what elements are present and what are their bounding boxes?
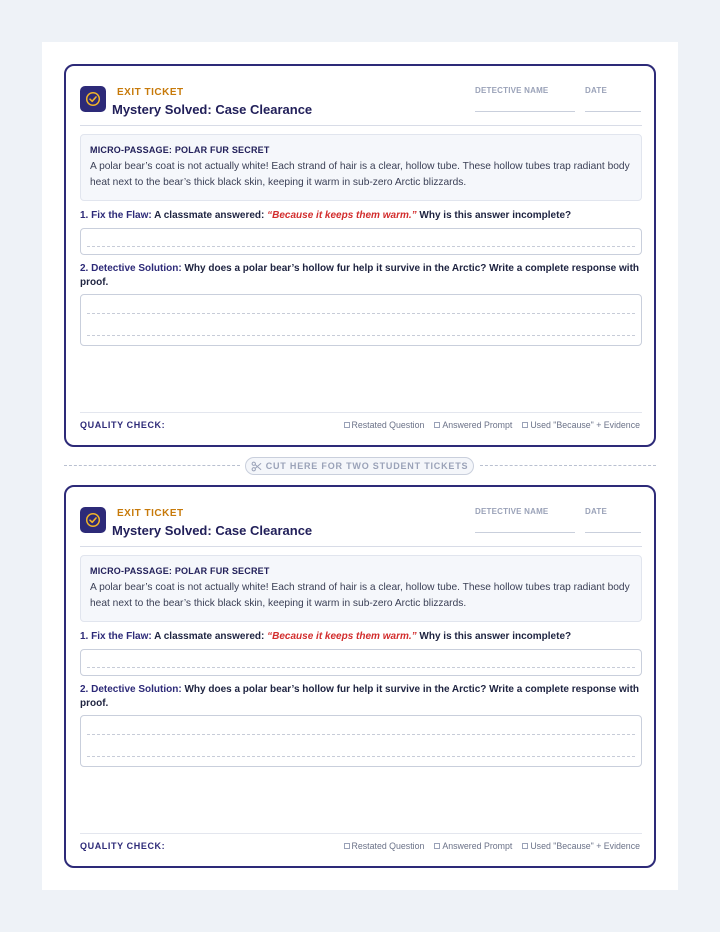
answer-2-box[interactable] bbox=[80, 715, 642, 767]
check-used-because[interactable]: Used "Because" + Evidence bbox=[522, 841, 640, 851]
checkbox-icon[interactable] bbox=[522, 843, 528, 849]
check-circle-icon bbox=[80, 86, 106, 112]
question-1-tail: Why is this answer incomplete? bbox=[416, 631, 572, 642]
exit-ticket-2 bbox=[64, 485, 656, 868]
passage-text: A polar bear’s coat is not actually white! Each strand of hair is a clear, hollow tube. These hollow tubes trap radiant body heat next to the bear’s thick black skin, keeping it warm in sub-zero Arctic blizzards. bbox=[90, 582, 630, 609]
quality-divider bbox=[80, 412, 642, 413]
question-2 bbox=[80, 262, 642, 290]
ticket-title: Mystery Solved: Case Clearance bbox=[112, 102, 313, 117]
question-1-lead: A classmate answered: bbox=[151, 631, 268, 642]
ticket-kicker: EXIT TICKET bbox=[117, 508, 184, 519]
question-1-quote: “Because it keeps them warm.” bbox=[267, 631, 417, 642]
detective-name-label: DETECTIVE NAME bbox=[475, 86, 549, 95]
question-1-label: 1. Fix the Flaw: bbox=[80, 210, 152, 221]
quality-checklist bbox=[344, 841, 640, 851]
checkbox-icon[interactable] bbox=[522, 422, 528, 428]
question-2-text: Why does a polar bear’s hollow fur help it survive in the Arctic? Write a complete response with proof. bbox=[80, 684, 640, 709]
cut-line-right bbox=[480, 465, 656, 466]
header-divider bbox=[80, 125, 642, 126]
question-1-tail: Why is this answer incomplete? bbox=[416, 210, 572, 221]
scissors-icon bbox=[251, 461, 262, 472]
check-circle-icon bbox=[80, 507, 106, 533]
cut-here-label: CUT HERE FOR TWO STUDENT TICKETS bbox=[265, 461, 469, 471]
cut-here-pill bbox=[245, 457, 474, 475]
question-2-text: Why does a polar bear’s hollow fur help it survive in the Arctic? Write a complete response with proof. bbox=[80, 263, 640, 288]
passage-text: A polar bear’s coat is not actually white! Each strand of hair is a clear, hollow tube. These hollow tubes trap radiant body heat next to the bear’s thick black skin, keeping it warm in sub-zero Arctic blizzards. bbox=[90, 161, 630, 188]
answer-1-box[interactable] bbox=[80, 228, 642, 255]
date-field[interactable] bbox=[585, 532, 641, 533]
question-1-label: 1. Fix the Flaw: bbox=[80, 631, 152, 642]
question-1-lead: A classmate answered: bbox=[151, 210, 268, 221]
detective-name-field[interactable] bbox=[475, 111, 575, 112]
checkbox-icon[interactable] bbox=[434, 422, 440, 428]
check-answered-prompt[interactable]: Answered Prompt bbox=[434, 420, 512, 430]
exit-ticket-1 bbox=[64, 64, 656, 447]
detective-name-field[interactable] bbox=[475, 532, 575, 533]
checkbox-icon[interactable] bbox=[344, 422, 350, 428]
answer-2-box[interactable] bbox=[80, 294, 642, 346]
checkbox-icon[interactable] bbox=[344, 843, 350, 849]
question-1 bbox=[80, 210, 642, 221]
date-label: DATE bbox=[585, 507, 607, 516]
check-restated-question[interactable]: Restated Question bbox=[344, 420, 425, 430]
answer-1-box[interactable] bbox=[80, 649, 642, 676]
detective-name-label: DETECTIVE NAME bbox=[475, 507, 549, 516]
question-1 bbox=[80, 631, 642, 642]
passage-heading: MICRO-PASSAGE: POLAR FUR SECRET bbox=[90, 566, 270, 576]
ticket-kicker: EXIT TICKET bbox=[117, 87, 184, 98]
micro-passage bbox=[80, 555, 642, 622]
check-answered-prompt[interactable]: Answered Prompt bbox=[434, 841, 512, 851]
checkbox-icon[interactable] bbox=[434, 843, 440, 849]
date-field[interactable] bbox=[585, 111, 641, 112]
question-2-label: 2. Detective Solution: bbox=[80, 263, 182, 274]
question-2 bbox=[80, 683, 642, 711]
check-used-because[interactable]: Used "Because" + Evidence bbox=[522, 420, 640, 430]
passage-heading: MICRO-PASSAGE: POLAR FUR SECRET bbox=[90, 145, 270, 155]
date-label: DATE bbox=[585, 86, 607, 95]
cut-line-left bbox=[64, 465, 240, 466]
quality-check-label: QUALITY CHECK: bbox=[80, 420, 166, 430]
ticket-title: Mystery Solved: Case Clearance bbox=[112, 523, 313, 538]
question-2-label: 2. Detective Solution: bbox=[80, 684, 182, 695]
quality-check-label: QUALITY CHECK: bbox=[80, 841, 166, 851]
quality-divider bbox=[80, 833, 642, 834]
check-restated-question[interactable]: Restated Question bbox=[344, 841, 425, 851]
question-1-quote: “Because it keeps them warm.” bbox=[267, 210, 417, 221]
quality-checklist bbox=[344, 420, 640, 430]
header-divider bbox=[80, 546, 642, 547]
micro-passage bbox=[80, 134, 642, 201]
